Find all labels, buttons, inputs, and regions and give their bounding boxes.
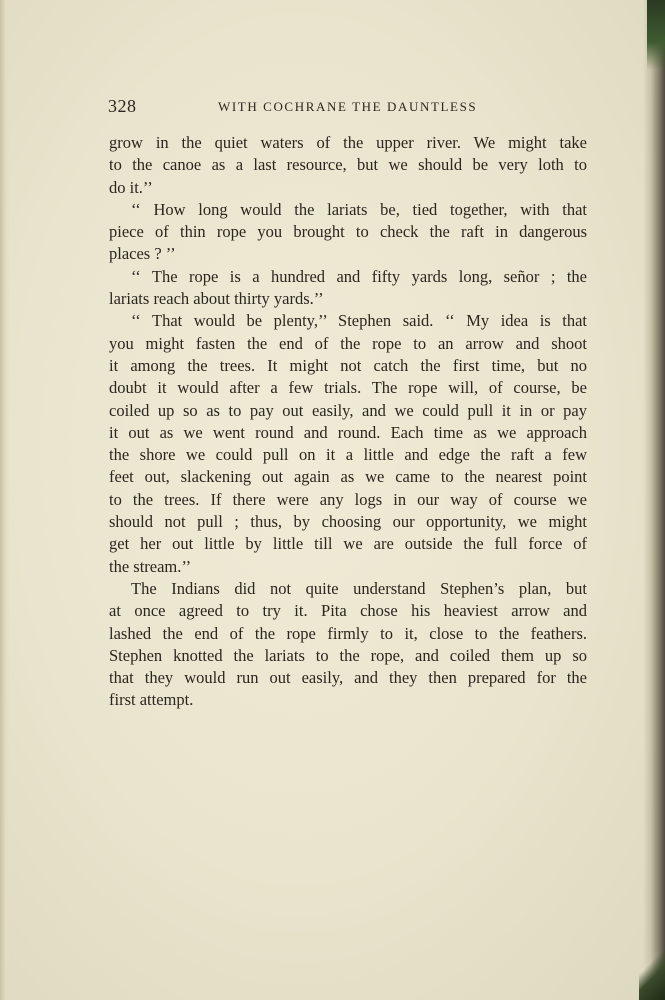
text-line: piece of thin rope you brought to check the raft in dangerous <box>109 222 587 242</box>
text-line: the shore we could pull on it a little and edge the raft a few <box>109 445 587 465</box>
text-line: feet out, slackening out again as we came to the nearest point <box>109 467 587 487</box>
text-line: The Indians did not quite understand Stephen’s plan, but <box>131 578 587 598</box>
text-line: places ? ’’ <box>109 244 176 264</box>
text-line: you might fasten the end of the rope to an arrow and shoot <box>109 333 587 353</box>
text-line: the stream.’’ <box>109 556 192 576</box>
text-line: ‘‘ How long would the lariats be, tied together, with that <box>131 199 587 219</box>
text-line: do it.’’ <box>109 177 153 197</box>
body-text <box>109 132 587 712</box>
cover-corner-top <box>647 0 665 70</box>
running-head-title: WITH COCHRANE THE DAUNTLESS <box>218 99 478 114</box>
text-line: that they would run out easily, and they then prepared for the <box>109 668 587 688</box>
cover-corner-bottom <box>639 940 665 1000</box>
text-line: grow in the quiet waters of the upper river. We might take <box>109 133 587 152</box>
text-line: to the canoe as a last resource, but we should be very loth to <box>109 155 587 175</box>
text-line: should not pull ; thus, by choosing our opportunity, we might <box>109 512 587 532</box>
page-edge-shadow <box>643 0 665 1000</box>
page-number: 328 <box>108 96 137 116</box>
text-line: lariats reach about thirty yards.’’ <box>109 289 324 309</box>
text-line: it among the trees. It might not catch the first time, but no <box>109 355 587 375</box>
text-line: ‘‘ That would be plenty,’’ Stephen said. ‘‘ My idea is that <box>131 311 587 331</box>
text-line: coiled up so as to pay out easily, and we could pull it in or pay <box>109 400 587 420</box>
text-line: lashed the end of the rope firmly to it, close to the feathers. <box>109 623 587 643</box>
text-line: ‘‘ The rope is a hundred and fifty yards long, señor ; the <box>131 266 587 286</box>
text-line: first attempt. <box>109 690 194 710</box>
text-line: get her out little by little till we are outside the full force of <box>109 534 587 554</box>
text-line: Stephen knotted the lariats to the rope, and coiled them up so <box>109 645 587 665</box>
running-head <box>108 96 588 116</box>
page-gutter-shadow <box>0 0 10 1000</box>
text-line: at once agreed to try it. Pita chose his heaviest arrow and <box>109 601 587 621</box>
text-line: it out as we went round and round. Each time as we approach <box>109 422 587 442</box>
text-line: to the trees. If there were any logs in our way of course we <box>109 489 587 509</box>
text-line: doubt it would after a few trials. The rope will, of course, be <box>109 378 587 398</box>
